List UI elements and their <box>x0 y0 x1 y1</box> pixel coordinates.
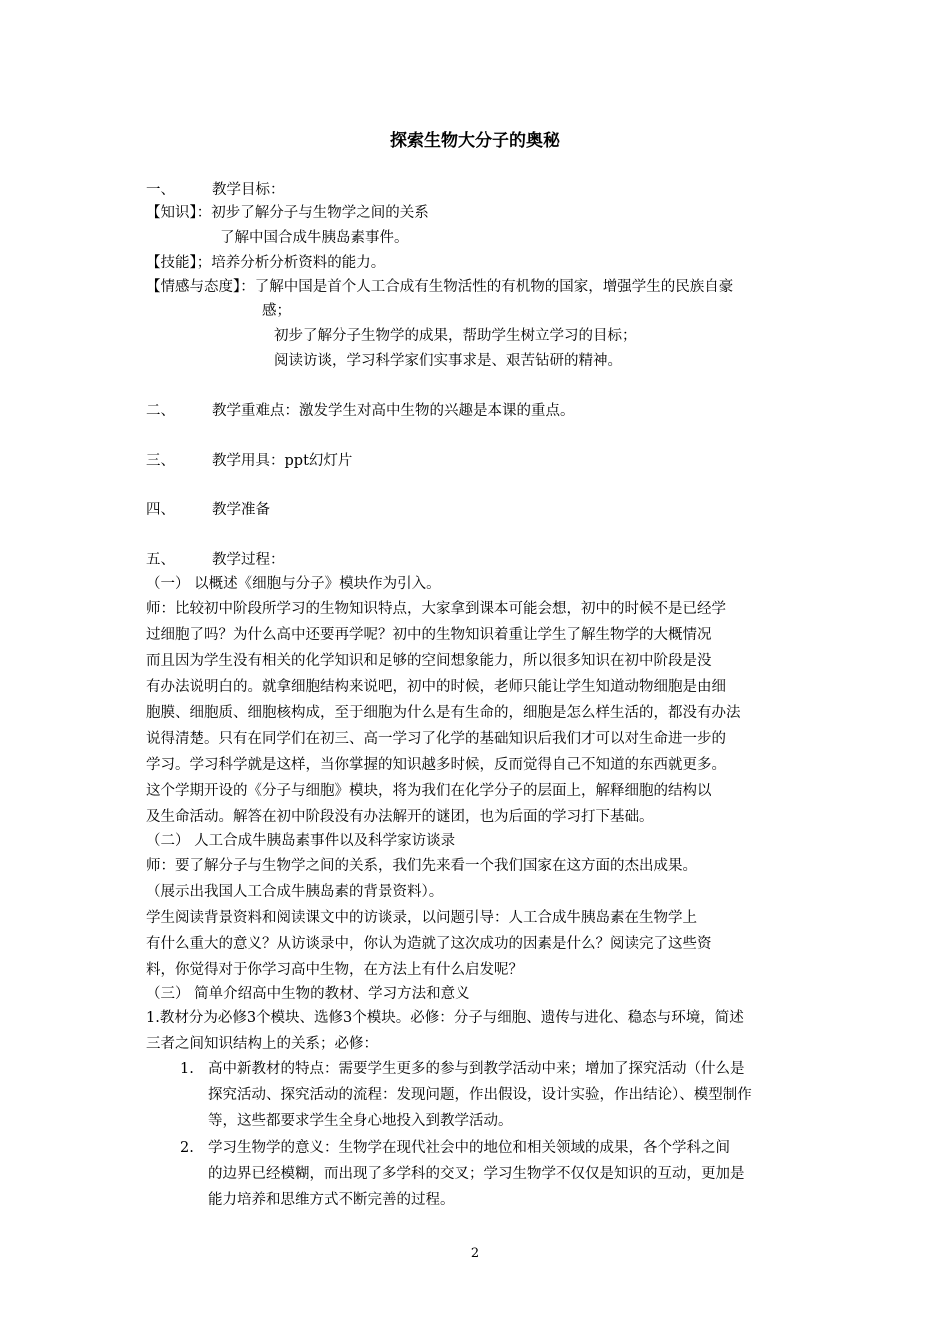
section-1 <box>146 180 285 200</box>
subsection-3-heading: （三） 简单介绍高中生物的教材、学习方法和意义 <box>146 986 470 1002</box>
attitude-line-1: 【情感与态度】：了解中国是首个人工合成有生物活性的有机物的国家，增强学生的民族自豪 <box>146 279 734 295</box>
section-5: 五、 教学过程： <box>146 552 285 568</box>
section-label: 教学目标： <box>212 182 285 198</box>
subsection-2-heading: （二） 人工合成牛胰岛素事件以及科学家访谈录 <box>146 833 456 849</box>
list-item-number: 1. <box>180 1061 194 1077</box>
paragraph-line: 有办法说明白的。就拿细胞结构来说吧，初中的时候，老师只能让学生知道动物细胞是由细 <box>146 679 726 695</box>
paragraph-line: 这个学期开设的《分子与细胞》模块，将为我们在化学分子的层面上，解释细胞的结构以 <box>146 783 712 799</box>
attitude-line-2: 初步了解分子生物学的成果，帮助学生树立学习的目标； <box>274 328 637 344</box>
paragraph-line: 料，你觉得对于你学习高中生物，在方法上有什么启发呢？ <box>146 962 523 978</box>
paragraph-line: 胞膜、细胞质、细胞核构成，至于细胞为什么是有生命的，细胞是怎么样生活的，都没有办法 <box>146 705 741 721</box>
section-number: 一、 <box>146 182 175 198</box>
page-number: 2 <box>470 1246 480 1261</box>
knowledge-line-2: 了解中国合成牛胰岛素事件。 <box>220 230 409 246</box>
list-item-number: 2. <box>180 1140 194 1156</box>
paragraph-line: 过细胞了吗？为什么高中还要再学呢？初中的生物知识着重让学生了解生物学的大概情况 <box>146 627 712 643</box>
skill-tag: 【技能】； <box>146 255 212 271</box>
paragraph-line: 及生命活动。解答在初中阶段没有办法解开的谜团，也为后面的学习打下基础。 <box>146 809 654 825</box>
subsection-1-heading: （一） 以概述《细胞与分子》模块作为引入。 <box>146 576 441 592</box>
paragraph-line: （展示出我国人工合成牛胰岛素的背景资料）。 <box>146 884 444 900</box>
paragraph-line: 师：比较初中阶段所学习的生物知识特点，大家拿到课本可能会想，初中的时候不是已经学 <box>146 601 726 617</box>
attitude-tag: 【情感与态度】： <box>146 279 255 295</box>
paragraph-line: 1.教材分为必修3个模块、选修3个模块。必修：分子与细胞、遗传与进化、稳态与环境，简述 <box>146 1010 744 1026</box>
list-item-line: 学习生物学的意义：生物学在现代社会中的地位和相关领域的成果，各个学科之间 <box>208 1140 730 1156</box>
knowledge-line-1: 【知识】：初步了解分子与生物学之间的关系 <box>146 205 429 221</box>
list-item-line: 等，这些都要求学生全身心地投入到教学活动。 <box>208 1113 513 1129</box>
paragraph-line: 学习。学习科学就是这样，当你掌握的知识越多时候，反而觉得自己不知道的东西就更多。 <box>146 757 726 773</box>
paragraph-line: 师：要了解分子与生物学之间的关系，我们先来看一个我们国家在这方面的杰出成果。 <box>146 858 697 874</box>
section-2: 二、 教学重难点：激发学生对高中生物的兴趣是本课的重点。 <box>146 403 575 419</box>
skill-line: 【技能】；培养分析分析资料的能力。 <box>146 255 386 271</box>
list-item-line: 高中新教材的特点：需要学生更多的参与到教学活动中来；增加了探究活动（什么是 <box>208 1061 745 1077</box>
paragraph-line: 学生阅读背景资料和阅读课文中的访谈录，以问题引导：人工合成牛胰岛素在生物学上 <box>146 910 697 926</box>
attitude-line-1b: 感； <box>262 303 291 319</box>
paragraph-line: 而且因为学生没有相关的化学知识和足够的空间想象能力，所以很多知识在初中阶段是没 <box>146 653 712 669</box>
paragraph-line: 三者之间知识结构上的关系；必修： <box>146 1036 378 1052</box>
section-3: 三、 教学用具：ppt幻灯片 <box>146 453 353 469</box>
paragraph-line: 说得清楚。只有在同学们在初三、高一学习了化学的基础知识后我们才可以对生命进一步的 <box>146 731 726 747</box>
paragraph-line: 有什么重大的意义？从访谈录中，你认为造就了这次成功的因素是什么？阅读完了这些资 <box>146 936 712 952</box>
knowledge-tag: 【知识】： <box>146 205 212 221</box>
document-title: 探索生物大分子的奥秘 <box>390 131 560 151</box>
attitude-line-3: 阅读访谈，学习科学家们实事求是、艰苦钻研的精神。 <box>274 353 622 369</box>
list-item-line: 的边界已经模糊，而出现了多学科的交叉；学习生物学不仅仅是知识的互动，更加是 <box>208 1166 745 1182</box>
list-item-line: 能力培养和思维方式不断完善的过程。 <box>208 1192 455 1208</box>
list-item-line: 探究活动、探究活动的流程：发现问题，作出假设，设计实验，作出结论）、模型制作 <box>208 1087 752 1103</box>
section-4: 四、 教学准备 <box>146 502 270 518</box>
